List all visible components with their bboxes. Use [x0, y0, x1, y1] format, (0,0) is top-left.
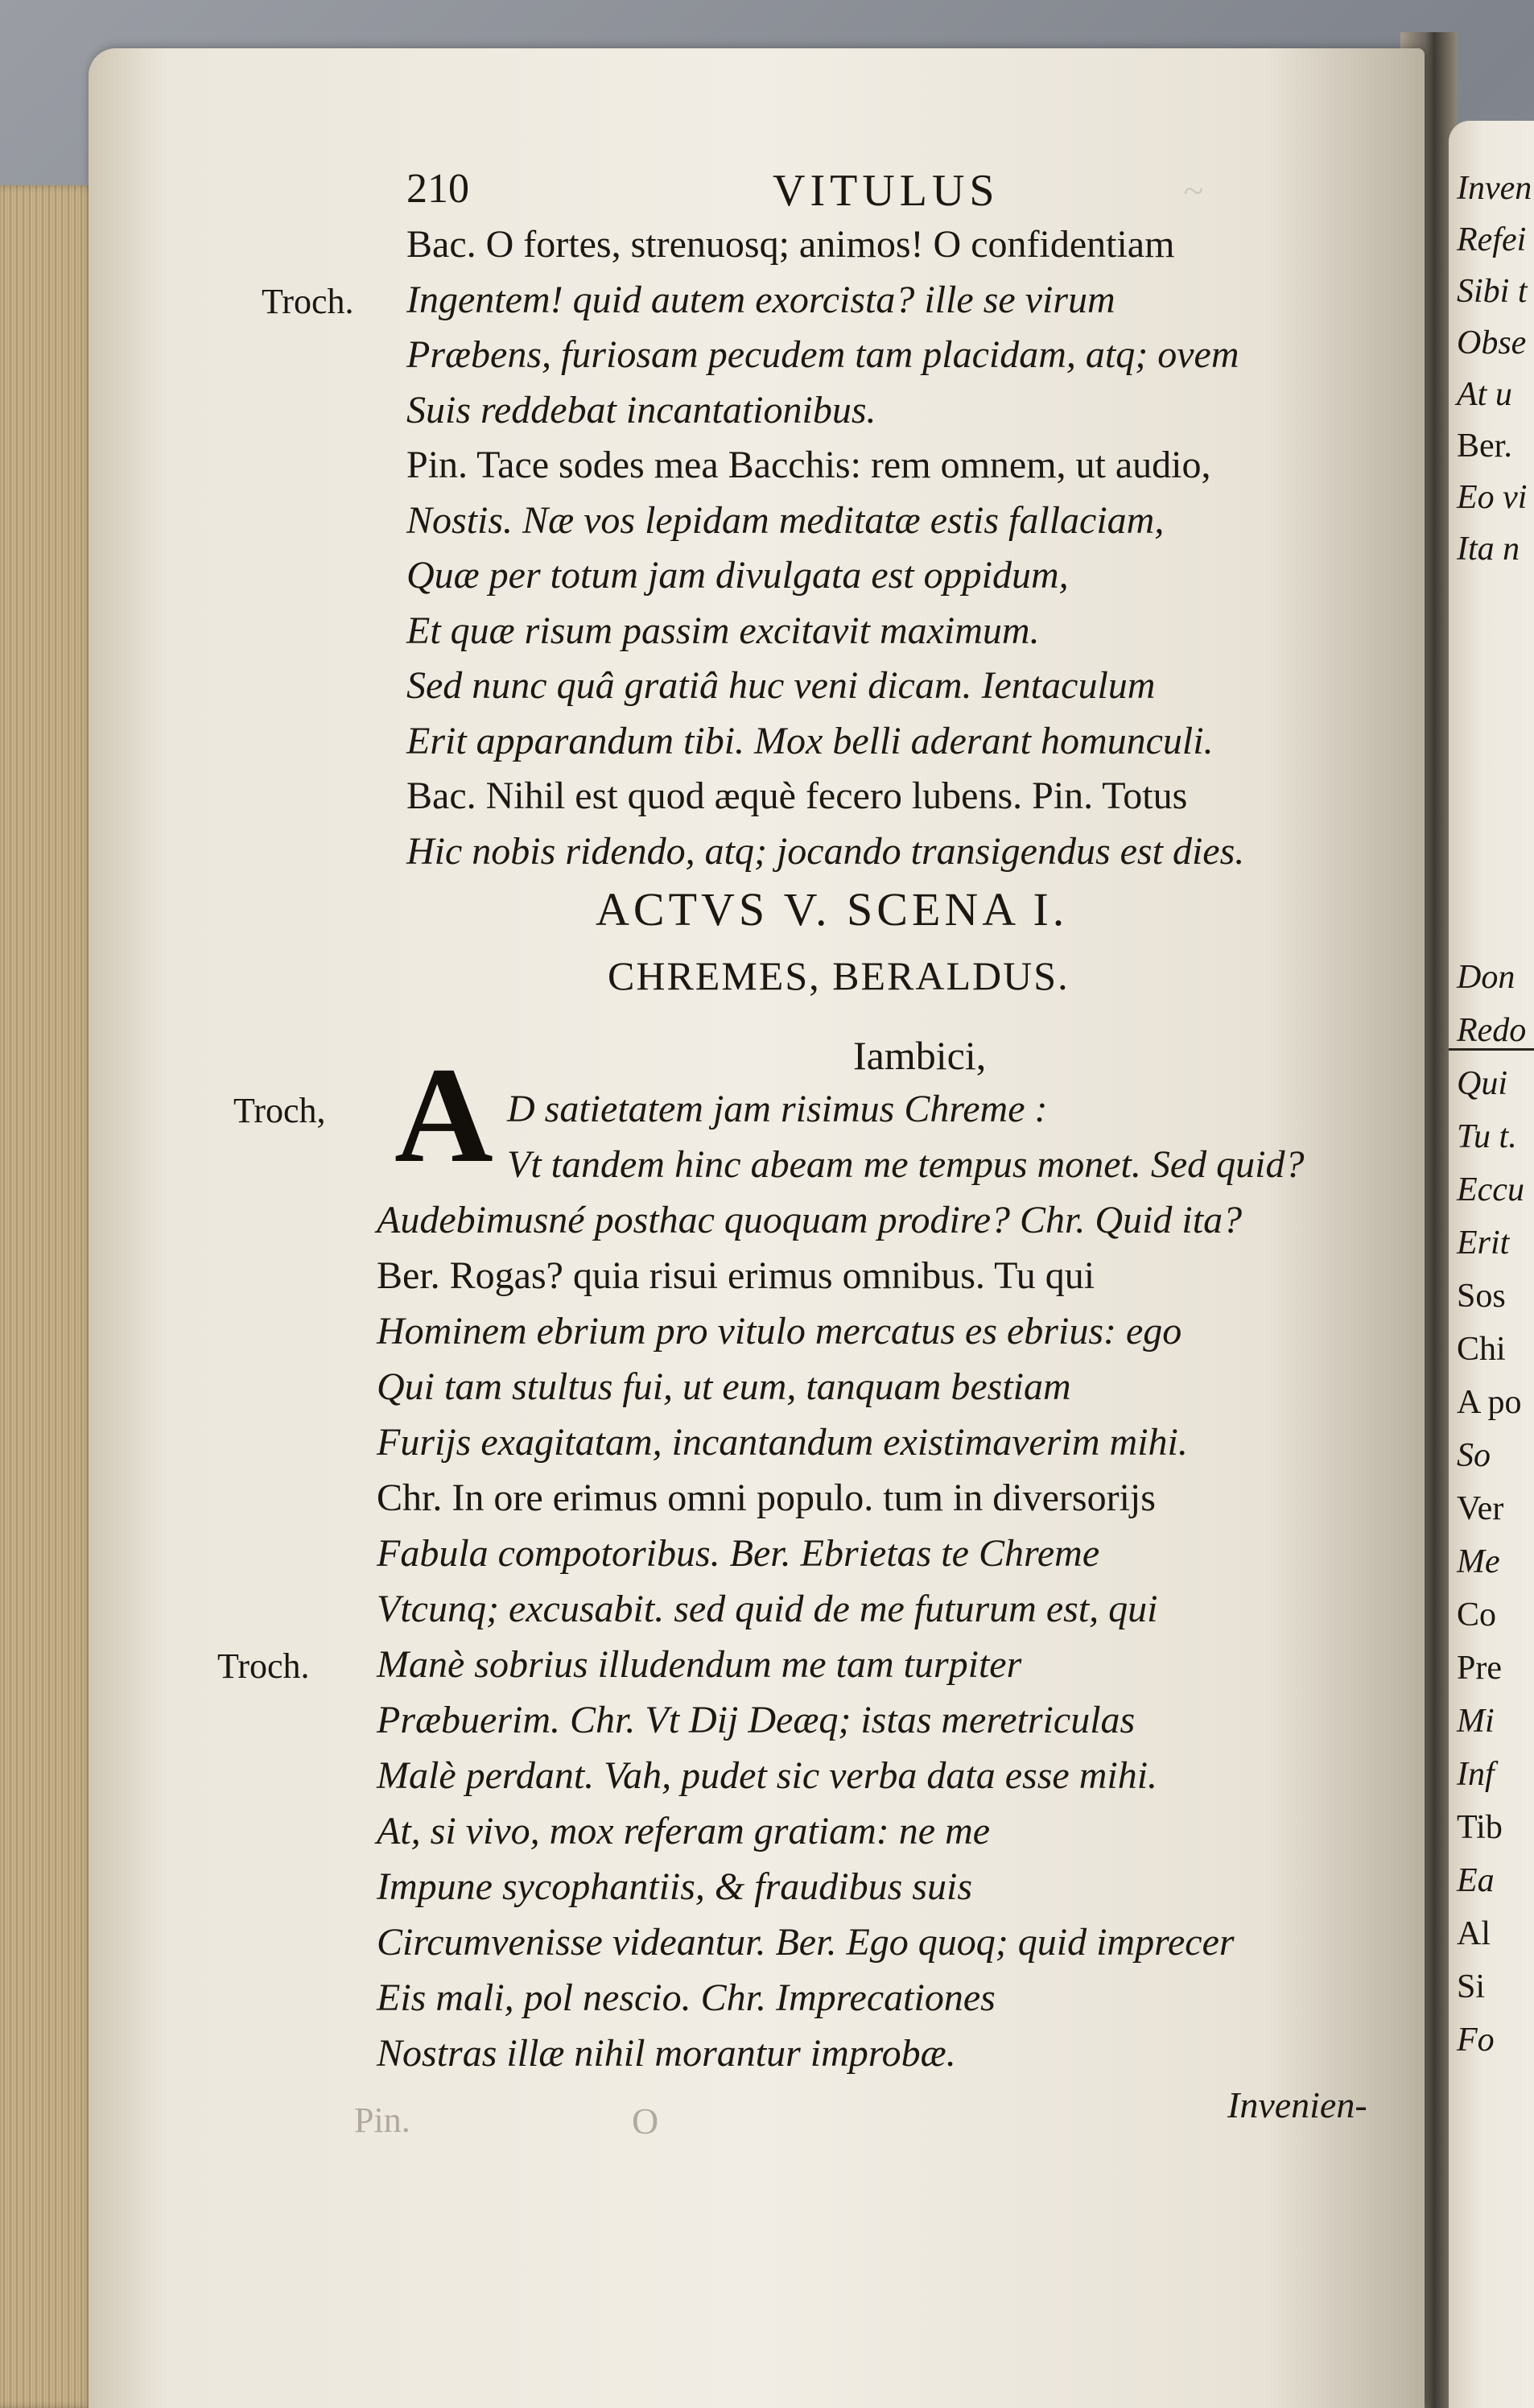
verse-line: Bac. O fortes, strenuosq; animos! O confidentiam	[406, 223, 1175, 266]
right-page-fragment: Inven	[1457, 170, 1532, 207]
right-page-fragment: Eccu	[1457, 1171, 1524, 1208]
verse-line: Furijs exagitatam, incantandum existimaverim mihi.	[377, 1421, 1188, 1464]
verse-line: Impune sycophantiis, & fraudibus suis	[377, 1865, 972, 1908]
margin-speaker-label: Troch,	[233, 1091, 326, 1130]
verse-line: Ber. Rogas? quia risui erimus omnibus. Tu qui	[377, 1254, 1095, 1297]
right-page-fragment: Ber.	[1457, 427, 1512, 465]
verse-line: Chr. In ore erimus omni populo. tum in diversorijs	[377, 1477, 1156, 1519]
scene-heading: ACTVS V. SCENA I.	[596, 883, 1069, 936]
verse-line: Hominem ebrium pro vitulo mercatus es ebrius: ego	[377, 1310, 1182, 1353]
verse-line: Audebimusné posthac quoquam prodire? Chr. Quid ita?	[377, 1199, 1243, 1241]
verse-line: Vtcunq; excusabit. sed quid de me futurum est, qui	[377, 1588, 1158, 1630]
verse-line: Nostras illæ nihil morantur improbæ.	[377, 2032, 956, 2075]
right-page-fragment: Co	[1457, 1596, 1497, 1634]
verse-line: Ingentem! quid autem exorcista? ille se virum	[406, 278, 1115, 321]
right-page-fragment: Inf	[1457, 1756, 1495, 1793]
verse-line: Eis mali, pol nescio. Chr. Imprecationes	[377, 1976, 996, 2019]
verse-line: Erit apparandum tibi. Mox belli aderant homunculi.	[406, 719, 1214, 762]
persons-heading: CHREMES, BERALDUS.	[608, 953, 1070, 998]
verse-line: Fabula compotoribus. Ber. Ebrietas te Chreme	[377, 1532, 1100, 1575]
signature-mark-secondary: O	[632, 2100, 659, 2142]
right-page-fragment: Si	[1457, 1968, 1486, 2005]
verse-line: Manè sobrius illudendum me tam turpiter	[377, 1643, 1022, 1686]
right-page-fragment: Me	[1457, 1543, 1500, 1580]
right-page-fragment: Chi	[1457, 1331, 1506, 1368]
verse-line: Hic nobis ridendo, atq; jocando transigendus est dies.	[406, 829, 1245, 873]
right-page-fragment: Refei	[1457, 221, 1527, 258]
verse-line: Vt tandem hinc abeam me tempus monet. Sed quid?	[507, 1143, 1305, 1186]
right-page-fragment: Sos	[1457, 1278, 1506, 1315]
verse-line: Circumvenisse videantur. Ber. Ego quoq; quid imprecer	[377, 1921, 1235, 1964]
right-page-fragment: Tu t.	[1457, 1118, 1517, 1155]
right-page-fragment: Qui	[1457, 1065, 1507, 1102]
meter-heading: Iambici,	[853, 1033, 987, 1078]
signature-mark: Pin.	[354, 2100, 410, 2140]
verse-line: Pin. Tace sodes mea Bacchis: rem omnem, ut audio,	[406, 444, 1211, 486]
right-page-fragment: Sibi t	[1457, 273, 1528, 310]
page-number: 210	[406, 166, 469, 212]
right-page-fragment: Al	[1457, 1915, 1491, 1952]
right-page-fragment: So	[1457, 1437, 1491, 1474]
right-page-fragment: Erit	[1457, 1225, 1510, 1262]
verse-line: Quæ per totum jam divulgata est oppidum,	[406, 554, 1069, 597]
verse-line: Præbens, furiosam pecudem tam placidam, atq; ovem	[406, 333, 1239, 376]
right-page-fragment: Don	[1457, 959, 1515, 996]
show-through-text: ~	[1183, 170, 1203, 211]
right-page-fragment: At u	[1457, 376, 1512, 413]
right-page-fragment: Pre	[1457, 1650, 1502, 1687]
right-page-fragment: Fo	[1457, 2022, 1495, 2059]
catchword: Invenien-	[1227, 2084, 1367, 2125]
right-page-fragment: Ita n	[1457, 531, 1520, 568]
right-page-fragment: Ea	[1457, 1862, 1495, 1899]
verse-line: Sed nunc quâ gratiâ huc veni dicam. Ientaculum	[406, 664, 1156, 707]
right-page-fragment: Obse	[1457, 324, 1527, 361]
right-page-fragment: Mi	[1457, 1703, 1495, 1740]
verse-line: Qui tam stultus fui, ut eum, tanquam bestiam	[377, 1365, 1071, 1408]
verse-line: D satietatem jam risimus Chreme :	[507, 1088, 1048, 1130]
running-title: VITULUS	[773, 166, 1000, 216]
right-page-fragment: A po	[1457, 1384, 1522, 1421]
margin-speaker-label: Troch.	[217, 1646, 310, 1686]
verse-line: Malè perdant. Vah, pudet sic verba data esse mihi.	[377, 1754, 1158, 1797]
verse-line: Præbuerim. Chr. Vt Dij Deæq; istas meretriculas	[377, 1699, 1136, 1741]
right-page-fragment: Eo vi	[1457, 479, 1528, 516]
right-page-fragment: Redo	[1457, 1012, 1527, 1049]
verse-line: Nostis. Næ vos lepidam meditatæ estis fallaciam,	[406, 498, 1165, 542]
verse-line: Et quæ risum passim excitavit maximum.	[406, 609, 1040, 652]
verse-line: At, si vivo, mox referam gratiam: ne me	[377, 1810, 991, 1852]
right-page-fragment: Ver	[1457, 1490, 1504, 1527]
verse-line: Bac. Nihil est quod æquè fecero lubens. Pin. Totus	[406, 774, 1188, 817]
right-page	[1449, 121, 1534, 2408]
verse-line: Suis reddebat incantationibus.	[406, 388, 876, 432]
margin-speaker-label: Troch.	[262, 281, 354, 321]
drop-cap: A	[394, 1039, 493, 1191]
right-page-fragment: Tib	[1457, 1809, 1503, 1846]
